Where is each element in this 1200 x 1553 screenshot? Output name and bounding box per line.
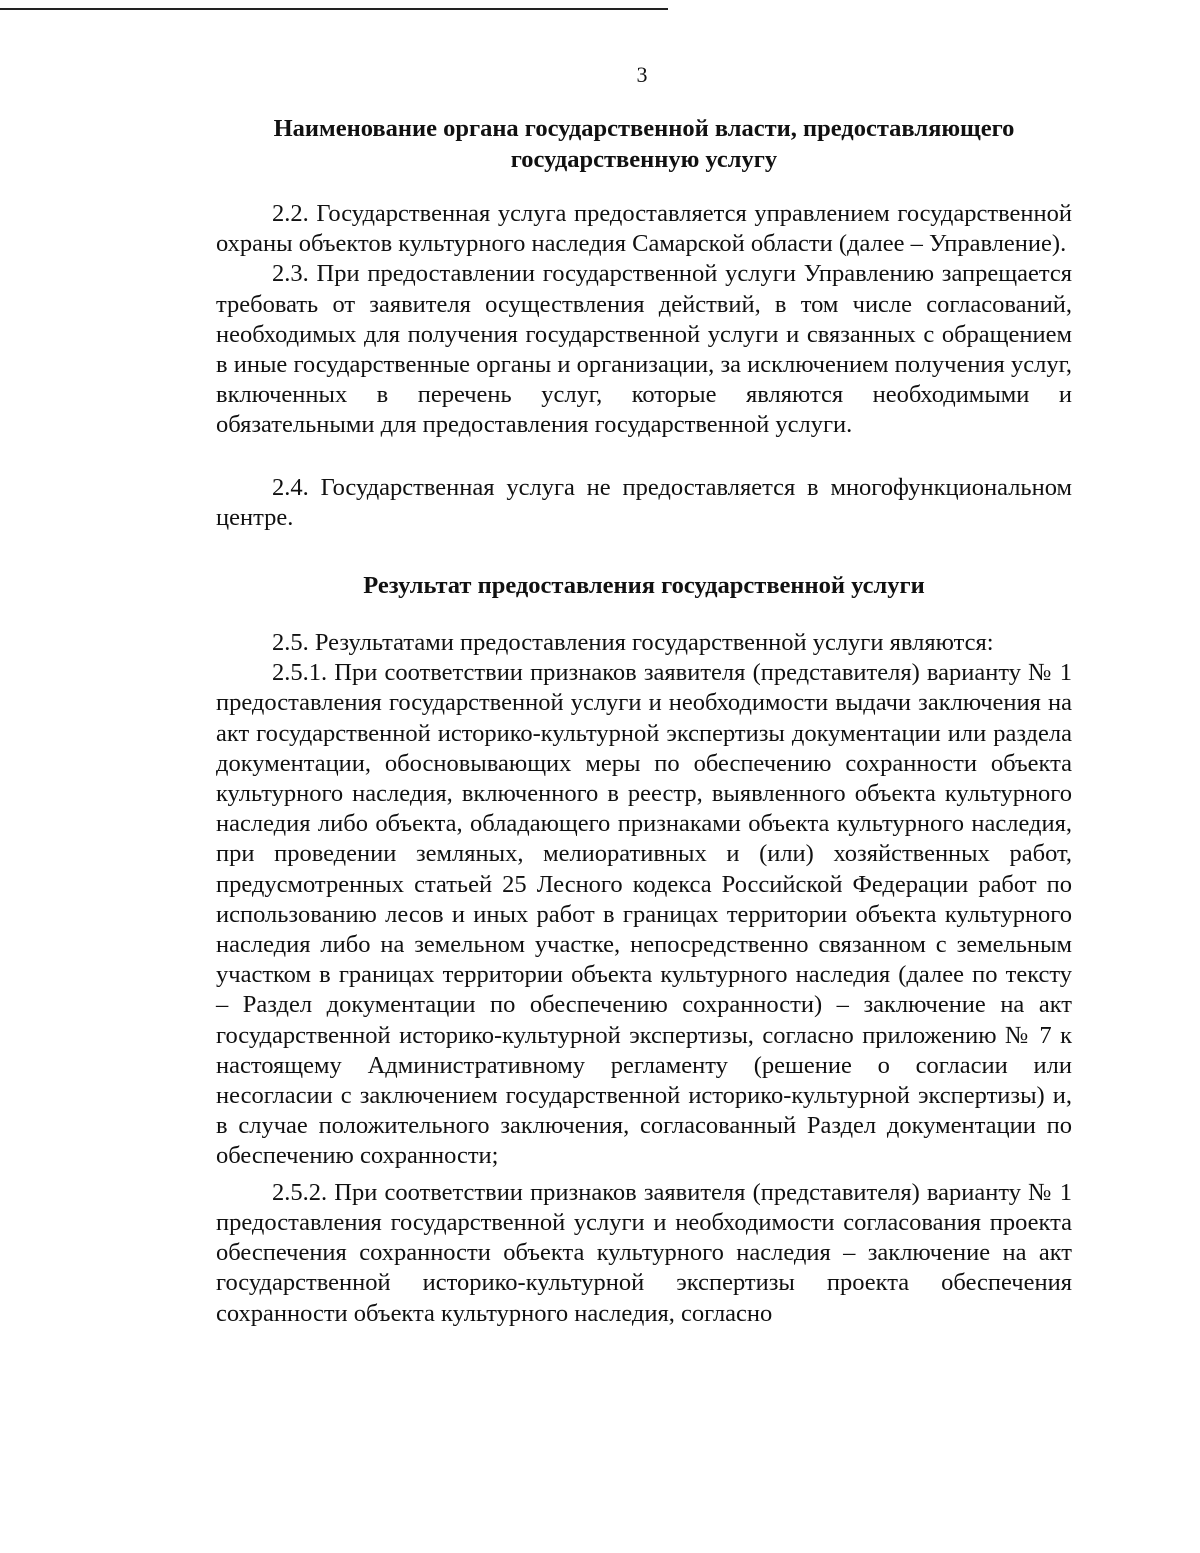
paragraph-2-4: 2.4. Государственная услуга не предоставляется в многофункциональном центре. xyxy=(216,473,1072,531)
top-rule xyxy=(0,8,668,10)
paragraph-2-5-2: 2.5.2. При соответствии признаков заявителя (представителя) варианту № 1 предоставления государственной услуги и необходимости согласования проекта обеспечения сохранности объекта культурного наследия – заключение на акт государственной историко-культурной экспертизы проекта обеспечения сохранности объекта культурного наследия, согласно xyxy=(216,1178,1072,1327)
section-heading-authority xyxy=(216,113,1072,175)
document-body xyxy=(216,113,1072,1329)
paragraph-2-5-1: 2.5.1. При соответствии признаков заявителя (представителя) варианту № 1 предоставления государственной услуги и необходимости выдачи заключения на акт государственной историко-культурной экспертизы документации или раздела документации, обосновывающих меры по обеспечению сохранности объекта культурного наследия, включенного в реестр, выявленного объекта культурного наследия либо объекта, обладающего признаками объекта культурного наследия, при проведении земляных, мелиоративных и (или) хозяйственных работ, предусмотренных статьей 25 Лесного кодекса Российской Федерации работ по использованию лесов и иных работ в границах территории объекта культурного наследия либо на земельном участке, непосредственно связанном с земельным участком в границах территории объекта культурного наследия (далее по тексту – Раздел документации по обеспечению сохранности) – заключение на акт государственной историко-культурной экспертизы, согласно приложению № 7 к настоящему Административному регламенту (решение о согласии или несогласии с заключением государственной историко-культурной экспертизы) и, в случае положительного заключения, согласованный Раздел документации по обеспечению сохранности; xyxy=(216,659,1072,1170)
paragraph-2-5: 2.5. Результатами предоставления государственной услуги являются: xyxy=(272,629,994,657)
section-heading-result: Результат предоставления государственной услуги xyxy=(363,572,925,600)
paragraph-2-2: 2.2. Государственная услуга предоставляется управлением государственной охраны объектов культурного наследия Самарской области (далее – Управление). xyxy=(216,200,1072,258)
heading-line: государственную услугу xyxy=(510,146,778,173)
paragraph-2-3: 2.3. При предоставлении государственной услуги Управлению запрещается требовать от заявителя осуществления действий, в том числе согласований, необходимых для получения государственной услуги и связанных с обращением в иные государственные органы и организации, за исключением получения услуг, включенных в перечень услуг, которые являются необходимыми и обязательными для предоставления государственной услуги. xyxy=(216,260,1072,439)
heading-line: Наименование органа государственной власти, предоставляющего xyxy=(273,115,1015,142)
page-number: 3 xyxy=(636,62,648,87)
